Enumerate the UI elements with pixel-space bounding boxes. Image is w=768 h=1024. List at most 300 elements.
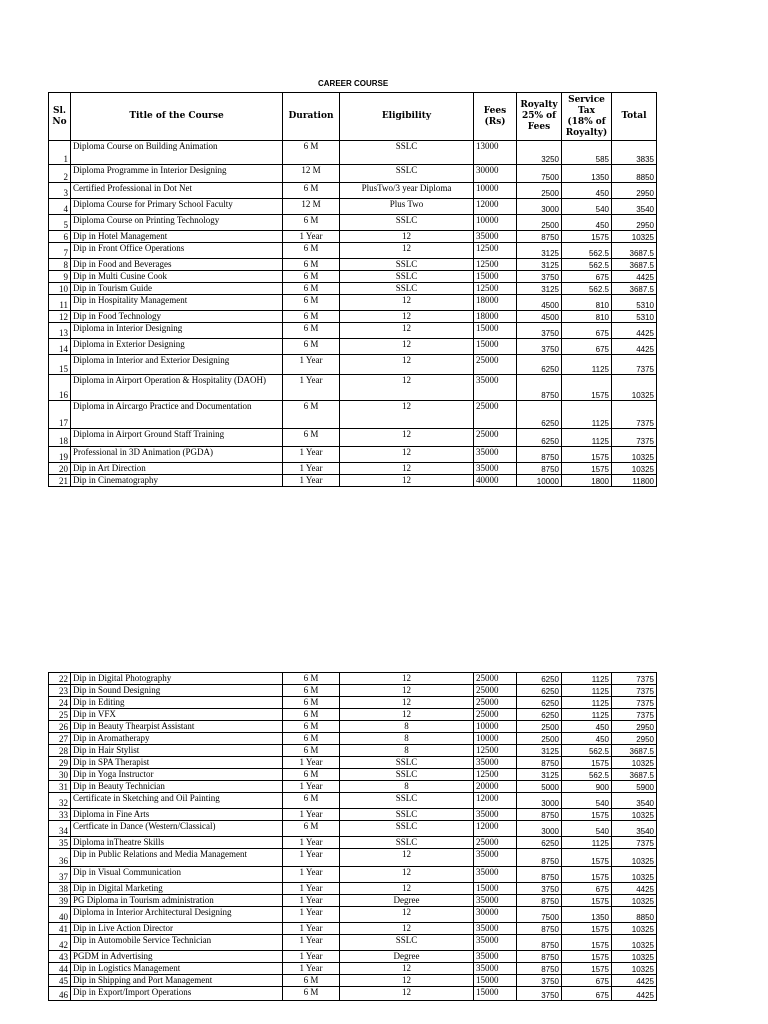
royalty-cell: 4500 (517, 295, 562, 311)
table-row (49, 951, 657, 963)
sl-no-cell: 29 (49, 757, 71, 769)
course-title-cell: Dip in Front Office Operations (71, 243, 283, 259)
sl-no-cell: 15 (49, 355, 71, 375)
total-cell: 10325 (612, 757, 657, 769)
total-cell: 10325 (612, 447, 657, 463)
service-tax-cell: 810 (562, 295, 612, 311)
duration-cell: 6 M (283, 259, 340, 271)
table-row (49, 323, 657, 339)
eligibility-cell: SSLC (340, 271, 474, 283)
course-title-cell: Diploma in Aircargo Practice and Documentation (71, 401, 283, 429)
sl-no-cell: 24 (49, 697, 71, 709)
total-cell: 10325 (612, 963, 657, 975)
fees-cell: 25000 (474, 685, 517, 697)
course-title-cell: Dip in Logistics Management (71, 963, 283, 975)
duration-cell: 6 M (283, 745, 340, 757)
sl-no-cell: 2 (49, 165, 71, 183)
sl-no-cell: 33 (49, 809, 71, 821)
course-title-cell: Dip in Sound Designing (71, 685, 283, 697)
fees-cell: 35000 (474, 923, 517, 935)
sl-no-cell: 6 (49, 231, 71, 243)
royalty-cell: 6250 (517, 685, 562, 697)
total-cell: 2950 (612, 733, 657, 745)
course-title-cell: Dip in Hotel Management (71, 231, 283, 243)
table-row (49, 673, 657, 685)
fees-cell: 15000 (474, 883, 517, 895)
fees-cell: 15000 (474, 323, 517, 339)
course-title-cell: Dip in Food and Beverages (71, 259, 283, 271)
eligibility-cell: 12 (340, 475, 474, 487)
eligibility-cell: SSLC (340, 837, 474, 849)
fees-cell: 25000 (474, 401, 517, 429)
eligibility-cell: 12 (340, 231, 474, 243)
sl-no-cell: 4 (49, 199, 71, 215)
duration-cell: 12 M (283, 199, 340, 215)
duration-cell: 1 Year (283, 951, 340, 963)
eligibility-cell: 12 (340, 709, 474, 721)
header-eligibility: Eligibility (340, 93, 474, 141)
table-row (49, 215, 657, 231)
service-tax-cell: 1125 (562, 837, 612, 849)
total-cell: 3687.5 (612, 769, 657, 781)
duration-cell: 1 Year (283, 935, 340, 951)
fees-cell: 35000 (474, 231, 517, 243)
sl-no-cell: 26 (49, 721, 71, 733)
duration-cell: 6 M (283, 401, 340, 429)
table-row (49, 883, 657, 895)
duration-cell: 12 M (283, 165, 340, 183)
table-row (49, 895, 657, 907)
sl-no-cell: 22 (49, 673, 71, 685)
fees-cell: 12500 (474, 283, 517, 295)
total-cell: 10325 (612, 849, 657, 867)
sl-no-cell: 19 (49, 447, 71, 463)
table-row (49, 685, 657, 697)
course-title-cell: Professional in 3D Animation (PGDA) (71, 447, 283, 463)
royalty-cell: 8750 (517, 757, 562, 769)
course-title-cell: Diploma in Fine Arts (71, 809, 283, 821)
duration-cell: 6 M (283, 339, 340, 355)
service-tax-cell: 1125 (562, 685, 612, 697)
table-row (49, 721, 657, 733)
table-row (49, 935, 657, 951)
table-row (49, 375, 657, 401)
fees-cell: 25000 (474, 673, 517, 685)
royalty-cell: 2500 (517, 215, 562, 231)
sl-no-cell: 9 (49, 271, 71, 283)
table-row (49, 231, 657, 243)
service-tax-cell: 675 (562, 323, 612, 339)
royalty-cell: 8750 (517, 951, 562, 963)
eligibility-cell: SSLC (340, 259, 474, 271)
fees-cell: 25000 (474, 355, 517, 375)
service-tax-cell: 675 (562, 271, 612, 283)
eligibility-cell: SSLC (340, 769, 474, 781)
eligibility-cell: SSLC (340, 283, 474, 295)
course-title-cell: Dip in Yoga Instructor (71, 769, 283, 781)
total-cell: 10325 (612, 951, 657, 963)
eligibility-cell: 12 (340, 339, 474, 355)
royalty-cell: 3125 (517, 243, 562, 259)
sl-no-cell: 32 (49, 793, 71, 809)
eligibility-cell: 12 (340, 463, 474, 475)
fees-cell: 35000 (474, 447, 517, 463)
eligibility-cell: 12 (340, 375, 474, 401)
sl-no-cell: 43 (49, 951, 71, 963)
royalty-cell: 8750 (517, 849, 562, 867)
total-cell: 3687.5 (612, 243, 657, 259)
duration-cell: 6 M (283, 141, 340, 165)
service-tax-cell: 1575 (562, 895, 612, 907)
royalty-cell: 3750 (517, 987, 562, 1001)
sl-no-cell: 14 (49, 339, 71, 355)
duration-cell: 6 M (283, 311, 340, 323)
duration-cell: 6 M (283, 243, 340, 259)
eligibility-cell: 8 (340, 781, 474, 793)
fees-cell: 13000 (474, 141, 517, 165)
eligibility-cell: SSLC (340, 757, 474, 769)
table-row (49, 987, 657, 1001)
course-title-cell: Dip in Hospitality Management (71, 295, 283, 311)
service-tax-cell: 585 (562, 141, 612, 165)
table-row (49, 975, 657, 987)
service-tax-cell: 450 (562, 721, 612, 733)
duration-cell: 6 M (283, 821, 340, 837)
table-row (49, 339, 657, 355)
royalty-cell: 8750 (517, 231, 562, 243)
table-row (49, 243, 657, 259)
table-row (49, 867, 657, 883)
total-cell: 7375 (612, 401, 657, 429)
total-cell: 5900 (612, 781, 657, 793)
service-tax-cell: 1350 (562, 907, 612, 923)
course-title-cell: Dip in Public Relations and Media Management (71, 849, 283, 867)
table-row (49, 709, 657, 721)
duration-cell: 1 Year (283, 447, 340, 463)
sl-no-cell: 46 (49, 987, 71, 1001)
duration-cell: 6 M (283, 721, 340, 733)
course-title-cell: Dip in Visual Communication (71, 867, 283, 883)
sl-no-cell: 37 (49, 867, 71, 883)
sl-no-cell: 36 (49, 849, 71, 867)
duration-cell: 1 Year (283, 907, 340, 923)
course-title-cell: Diploma in Interior Designing (71, 323, 283, 339)
eligibility-cell: Degree (340, 895, 474, 907)
header-total: Total (612, 93, 657, 141)
fees-cell: 20000 (474, 781, 517, 793)
duration-cell: 1 Year (283, 963, 340, 975)
service-tax-cell: 1125 (562, 709, 612, 721)
eligibility-cell: 12 (340, 867, 474, 883)
royalty-cell: 8750 (517, 867, 562, 883)
royalty-cell: 3000 (517, 821, 562, 837)
fees-cell: 35000 (474, 935, 517, 951)
royalty-cell: 2500 (517, 721, 562, 733)
duration-cell: 6 M (283, 271, 340, 283)
eligibility-cell: SSLC (340, 821, 474, 837)
table-row (49, 475, 657, 487)
header-service-tax: Service Tax (18% of Royalty) (562, 93, 612, 141)
fees-cell: 12000 (474, 793, 517, 809)
total-cell: 2950 (612, 215, 657, 231)
duration-cell: 6 M (283, 709, 340, 721)
service-tax-cell: 900 (562, 781, 612, 793)
royalty-cell: 3250 (517, 141, 562, 165)
course-title-cell: Diploma in Airport Operation & Hospitality (DAOH) (71, 375, 283, 401)
table-row (49, 401, 657, 429)
service-tax-cell: 1125 (562, 697, 612, 709)
royalty-cell: 3125 (517, 283, 562, 295)
fees-cell: 35000 (474, 895, 517, 907)
sl-no-cell: 39 (49, 895, 71, 907)
eligibility-cell: Degree (340, 951, 474, 963)
table-row (49, 923, 657, 935)
eligibility-cell: SSLC (340, 215, 474, 231)
service-tax-cell: 1575 (562, 867, 612, 883)
fees-cell: 35000 (474, 849, 517, 867)
service-tax-cell: 1125 (562, 401, 612, 429)
sl-no-cell: 31 (49, 781, 71, 793)
duration-cell: 6 M (283, 793, 340, 809)
royalty-cell: 3000 (517, 793, 562, 809)
eligibility-cell: SSLC (340, 809, 474, 821)
course-title-cell: Certficate in Dance (Western/Classical) (71, 821, 283, 837)
total-cell: 10325 (612, 867, 657, 883)
table-row (49, 837, 657, 849)
table-row (49, 769, 657, 781)
duration-cell: 1 Year (283, 923, 340, 935)
fees-cell: 25000 (474, 837, 517, 849)
fees-cell: 18000 (474, 295, 517, 311)
sl-no-cell: 11 (49, 295, 71, 311)
fees-cell: 35000 (474, 963, 517, 975)
eligibility-cell: 12 (340, 907, 474, 923)
fees-cell: 30000 (474, 907, 517, 923)
service-tax-cell: 540 (562, 821, 612, 837)
service-tax-cell: 1575 (562, 447, 612, 463)
total-cell: 10325 (612, 935, 657, 951)
total-cell: 11800 (612, 475, 657, 487)
fees-cell: 35000 (474, 951, 517, 963)
total-cell: 7375 (612, 697, 657, 709)
course-title-cell: Diploma Programme in Interior Designing (71, 165, 283, 183)
fees-cell: 40000 (474, 475, 517, 487)
duration-cell: 1 Year (283, 757, 340, 769)
royalty-cell: 8750 (517, 447, 562, 463)
course-title-cell: Diploma Course on Printing Technology (71, 215, 283, 231)
table-row (49, 355, 657, 375)
sl-no-cell: 25 (49, 709, 71, 721)
sl-no-cell: 41 (49, 923, 71, 935)
sl-no-cell: 34 (49, 821, 71, 837)
service-tax-cell: 1575 (562, 849, 612, 867)
total-cell: 10325 (612, 375, 657, 401)
duration-cell: 6 M (283, 283, 340, 295)
table-row (49, 429, 657, 447)
royalty-cell: 8750 (517, 923, 562, 935)
eligibility-cell: 12 (340, 243, 474, 259)
royalty-cell: 3125 (517, 259, 562, 271)
royalty-cell: 3750 (517, 271, 562, 283)
service-tax-cell: 810 (562, 311, 612, 323)
royalty-cell: 4500 (517, 311, 562, 323)
duration-cell: 6 M (283, 987, 340, 1001)
total-cell: 3687.5 (612, 283, 657, 295)
course-title-cell: Dip in Cinematography (71, 475, 283, 487)
total-cell: 8850 (612, 165, 657, 183)
fees-cell: 12000 (474, 199, 517, 215)
sl-no-cell: 13 (49, 323, 71, 339)
sl-no-cell: 8 (49, 259, 71, 271)
sl-no-cell: 10 (49, 283, 71, 295)
service-tax-cell: 1125 (562, 673, 612, 685)
eligibility-cell: 12 (340, 975, 474, 987)
service-tax-cell: 1575 (562, 951, 612, 963)
sl-no-cell: 1 (49, 141, 71, 165)
royalty-cell: 8750 (517, 463, 562, 475)
eligibility-cell: SSLC (340, 935, 474, 951)
total-cell: 2950 (612, 721, 657, 733)
royalty-cell: 3750 (517, 975, 562, 987)
course-title-cell: Dip in Tourism Guide (71, 283, 283, 295)
table-row (49, 733, 657, 745)
service-tax-cell: 675 (562, 339, 612, 355)
total-cell: 4425 (612, 271, 657, 283)
table-row (49, 165, 657, 183)
sl-no-cell: 17 (49, 401, 71, 429)
service-tax-cell: 675 (562, 883, 612, 895)
fees-cell: 15000 (474, 975, 517, 987)
fees-cell: 18000 (474, 311, 517, 323)
header-duration: Duration (283, 93, 340, 141)
total-cell: 7375 (612, 673, 657, 685)
sl-no-cell: 45 (49, 975, 71, 987)
total-cell: 3540 (612, 793, 657, 809)
service-tax-cell: 540 (562, 793, 612, 809)
royalty-cell: 3000 (517, 199, 562, 215)
duration-cell: 1 Year (283, 781, 340, 793)
fees-cell: 10000 (474, 215, 517, 231)
service-tax-cell: 1575 (562, 231, 612, 243)
sl-no-cell: 23 (49, 685, 71, 697)
eligibility-cell: SSLC (340, 165, 474, 183)
total-cell: 3540 (612, 199, 657, 215)
fees-cell: 12500 (474, 243, 517, 259)
eligibility-cell: 12 (340, 323, 474, 339)
table-row (49, 183, 657, 199)
service-tax-cell: 562.5 (562, 283, 612, 295)
duration-cell: 1 Year (283, 837, 340, 849)
total-cell: 7375 (612, 709, 657, 721)
duration-cell: 1 Year (283, 355, 340, 375)
duration-cell: 6 M (283, 215, 340, 231)
duration-cell: 1 Year (283, 475, 340, 487)
service-tax-cell: 562.5 (562, 259, 612, 271)
table-row (49, 199, 657, 215)
service-tax-cell: 562.5 (562, 745, 612, 757)
total-cell: 10325 (612, 923, 657, 935)
total-cell: 10325 (612, 231, 657, 243)
service-tax-cell: 1125 (562, 429, 612, 447)
duration-cell: 1 Year (283, 231, 340, 243)
fees-cell: 35000 (474, 463, 517, 475)
fees-cell: 35000 (474, 375, 517, 401)
course-title-cell: Diploma Course on Building Animation (71, 141, 283, 165)
duration-cell: 6 M (283, 183, 340, 199)
duration-cell: 1 Year (283, 867, 340, 883)
course-title-cell: Dip in Art Direction (71, 463, 283, 475)
course-title-cell: Dip in Automobile Service Technician (71, 935, 283, 951)
duration-cell: 6 M (283, 323, 340, 339)
fees-cell: 15000 (474, 987, 517, 1001)
course-title-cell: Dip in Digital Photography (71, 673, 283, 685)
eligibility-cell: 12 (340, 295, 474, 311)
course-title-cell: Diploma in Interior and Exterior Designing (71, 355, 283, 375)
service-tax-cell: 1575 (562, 757, 612, 769)
course-table-bottom (48, 672, 657, 1001)
duration-cell: 6 M (283, 673, 340, 685)
sl-no-cell: 18 (49, 429, 71, 447)
sl-no-cell: 27 (49, 733, 71, 745)
fees-cell: 25000 (474, 697, 517, 709)
service-tax-cell: 675 (562, 987, 612, 1001)
service-tax-cell: 450 (562, 733, 612, 745)
royalty-cell: 6250 (517, 837, 562, 849)
total-cell: 10325 (612, 895, 657, 907)
fees-cell: 12500 (474, 259, 517, 271)
sl-no-cell: 35 (49, 837, 71, 849)
course-title-cell: Dip in Beauty Thearpist Assistant (71, 721, 283, 733)
table-row (49, 907, 657, 923)
fees-cell: 15000 (474, 339, 517, 355)
total-cell: 2950 (612, 183, 657, 199)
royalty-cell: 7500 (517, 907, 562, 923)
duration-cell: 6 M (283, 685, 340, 697)
page-title: CAREER COURSE (318, 79, 389, 88)
sl-no-cell: 21 (49, 475, 71, 487)
total-cell: 4425 (612, 883, 657, 895)
course-title-cell: Dip in Hair Stylist (71, 745, 283, 757)
service-tax-cell: 1575 (562, 935, 612, 951)
fees-cell: 10000 (474, 721, 517, 733)
table-row (49, 463, 657, 475)
royalty-cell: 8750 (517, 963, 562, 975)
fees-cell: 25000 (474, 429, 517, 447)
fees-cell: 30000 (474, 165, 517, 183)
course-title-cell: Dip in Beauty Technician (71, 781, 283, 793)
header-fees: Fees (Rs) (474, 93, 517, 141)
course-title-cell: Diploma in Airport Ground Staff Training (71, 429, 283, 447)
total-cell: 3835 (612, 141, 657, 165)
course-title-cell: Dip in Editing (71, 697, 283, 709)
eligibility-cell: 12 (340, 883, 474, 895)
course-title-cell: Dip in Multi Cusine Cook (71, 271, 283, 283)
fees-cell: 12000 (474, 821, 517, 837)
service-tax-cell: 1575 (562, 463, 612, 475)
royalty-cell: 5000 (517, 781, 562, 793)
royalty-cell: 7500 (517, 165, 562, 183)
course-title-cell: Dip in SPA Therapist (71, 757, 283, 769)
royalty-cell: 3750 (517, 339, 562, 355)
course-title-cell: Dip in VFX (71, 709, 283, 721)
duration-cell: 6 M (283, 697, 340, 709)
table-row (49, 793, 657, 809)
duration-cell: 6 M (283, 975, 340, 987)
table-row (49, 141, 657, 165)
service-tax-cell: 450 (562, 183, 612, 199)
sl-no-cell: 42 (49, 935, 71, 951)
duration-cell: 6 M (283, 295, 340, 311)
